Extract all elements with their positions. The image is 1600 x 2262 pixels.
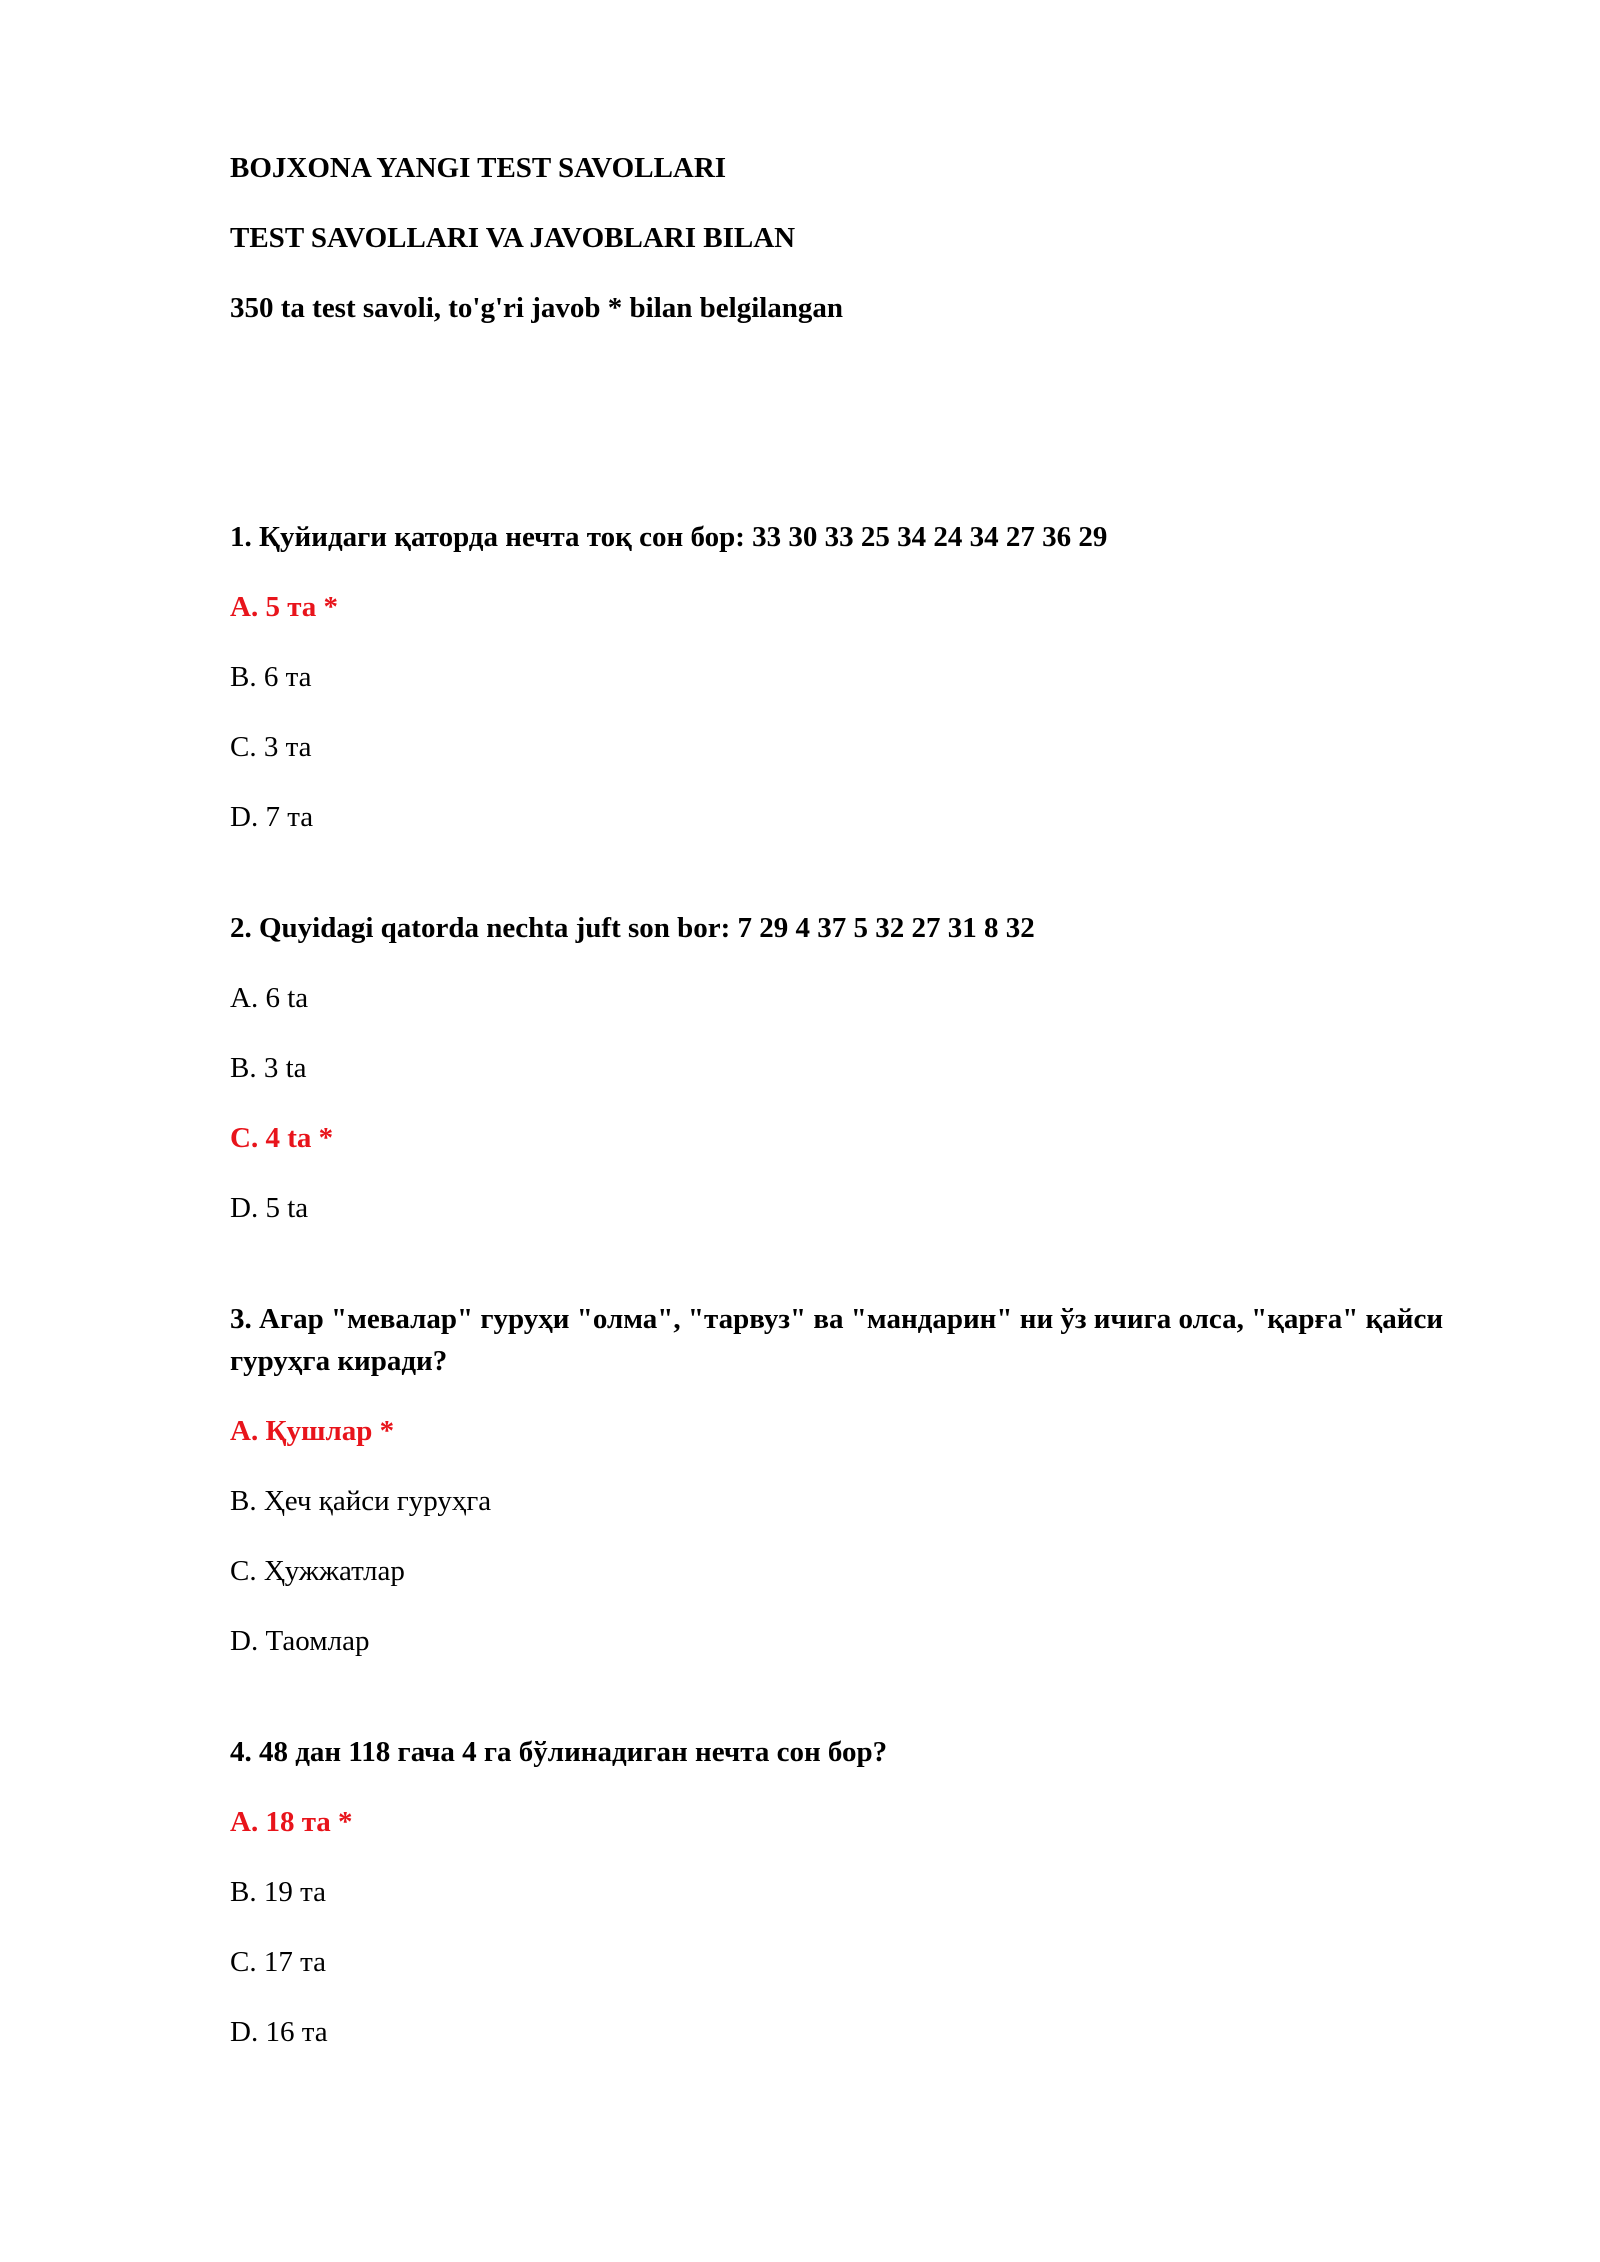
document-subtitle: TEST SAVOLLARI VA JAVOBLARI BILAN xyxy=(230,222,796,254)
answer-option-c: C. 17 та xyxy=(230,1946,326,1978)
answer-option-a: A. 18 та * xyxy=(230,1806,353,1838)
question-3 xyxy=(230,1298,1530,1662)
answer-option-a: A. 6 ta xyxy=(230,982,309,1014)
answer-option-b: B. 19 та xyxy=(230,1876,326,1908)
answer-option-c: C. 3 та xyxy=(230,731,312,763)
question-text: 3. Агар "мевалар" гуруҳи "олма", "тарвуз" ва "мандарин" ни ўз ичига олса, "қарға" қайси гуруҳга киради? xyxy=(230,1303,1444,1377)
answer-option-d: D. 16 та xyxy=(230,2016,328,2048)
document-page xyxy=(230,148,1530,2122)
question-2 xyxy=(230,907,1530,1229)
question-4 xyxy=(230,1731,1530,2053)
answer-option-a: A. 5 та * xyxy=(230,591,339,623)
answer-option-b: B. Ҳеч қайси гуруҳга xyxy=(230,1485,492,1517)
question-text: 4. 48 дан 118 гача 4 га бўлинадиган нечта сон бор? xyxy=(230,1736,888,1768)
document-title: BOJXONA YANGI TEST SAVOLLARI xyxy=(230,152,727,184)
answer-option-c: C. Ҳужжатлар xyxy=(230,1555,405,1587)
answer-option-b: B. 3 ta xyxy=(230,1052,307,1084)
answer-option-d: D. 7 та xyxy=(230,801,314,833)
answer-option-a: A. Қушлар * xyxy=(230,1415,395,1447)
answer-option-c: C. 4 ta * xyxy=(230,1122,334,1154)
answer-option-b: B. 6 та xyxy=(230,661,312,693)
document-note: 350 ta test savoli, to'g'ri javob * bilan belgilangan xyxy=(230,292,844,324)
answer-option-d: D. Таомлар xyxy=(230,1625,370,1657)
question-1 xyxy=(230,516,1530,838)
question-text: 2. Quyidagi qatorda nechta juft son bor: 7 29 4 37 5 32 27 31 8 32 xyxy=(230,912,1035,944)
answer-option-d: D. 5 ta xyxy=(230,1192,309,1224)
question-text: 1. Қуйидаги қаторда нечта тоқ сон бор: 33 30 33 25 34 24 34 27 36 29 xyxy=(230,521,1108,553)
header-spacer xyxy=(230,358,1530,516)
